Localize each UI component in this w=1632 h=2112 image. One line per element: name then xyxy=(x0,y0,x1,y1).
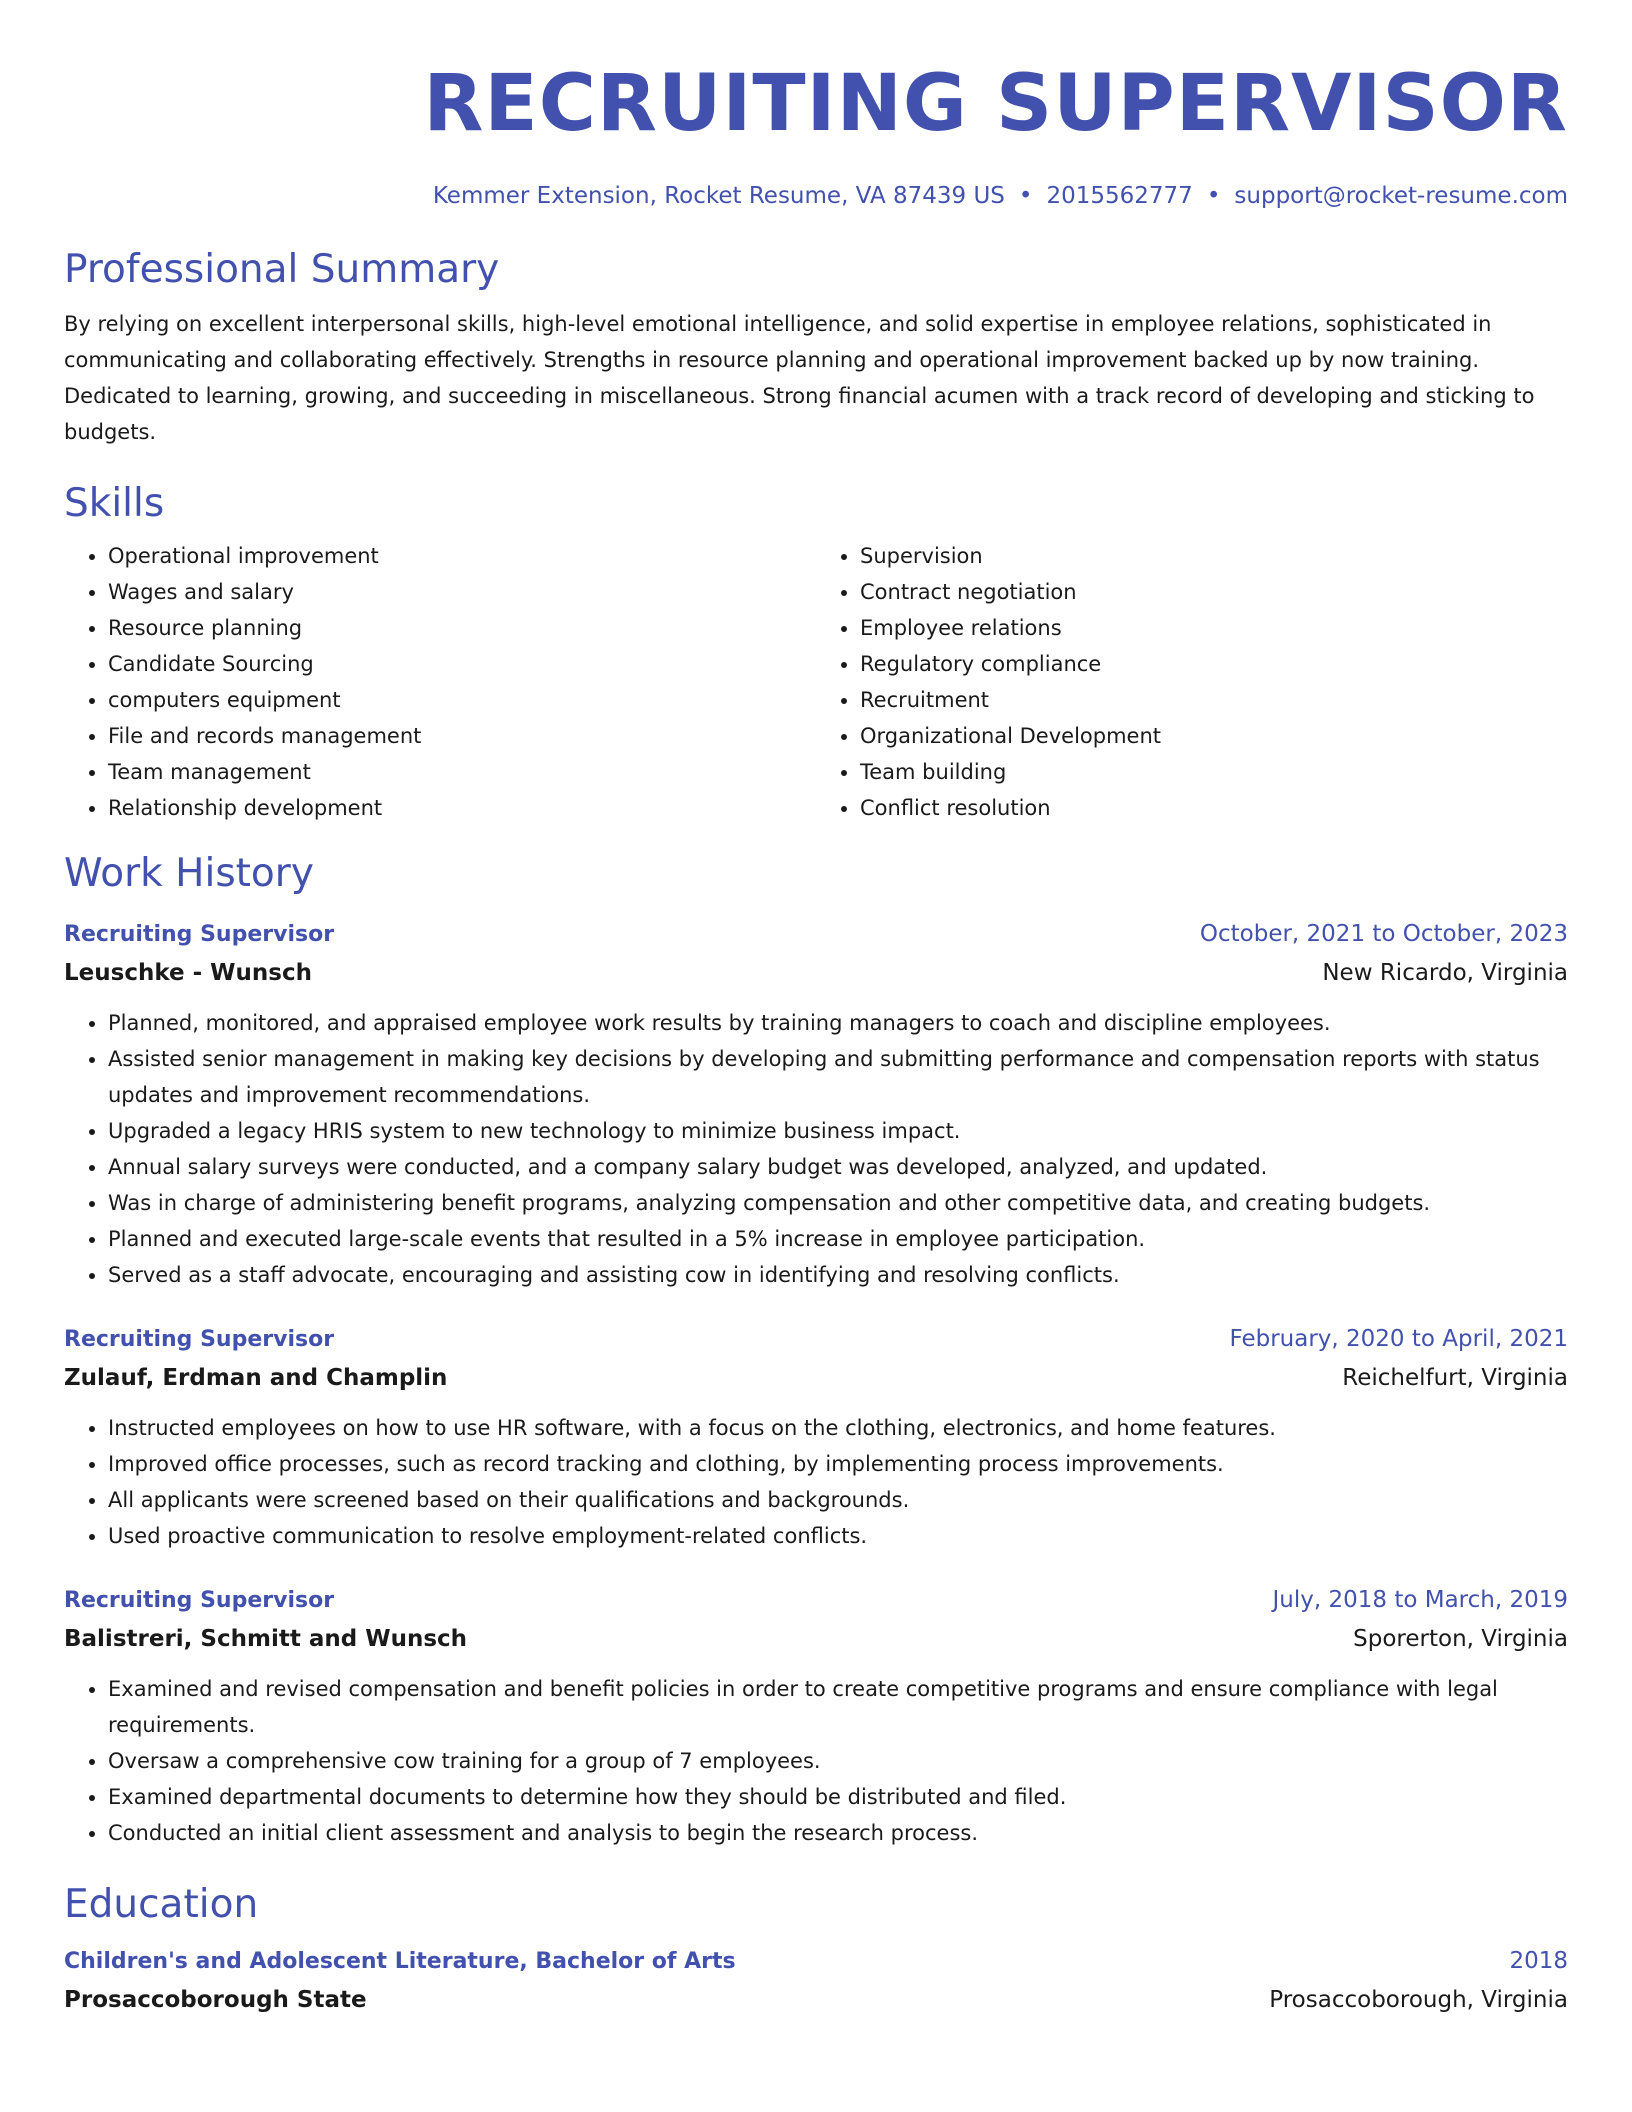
job-location: New Ricardo, Virginia xyxy=(1322,960,1568,986)
job-entry xyxy=(64,916,1568,1293)
skill-item: • Operational improvement xyxy=(108,538,816,574)
skill-item: • computers equipment xyxy=(108,682,816,718)
skill-item: • File and records management xyxy=(108,718,816,754)
contact-line xyxy=(64,180,1568,212)
skills-list-right xyxy=(816,538,1568,826)
job-bullet: • Was in charge of administering benefit programs, analyzing compensation and other competitive data, and creating budgets. xyxy=(108,1185,1568,1221)
job-bullet: • Oversaw a comprehensive cow training for a group of 7 employees. xyxy=(108,1743,1568,1779)
work-history-heading: Work History xyxy=(64,851,314,896)
skill-item: • Resource planning xyxy=(108,610,816,646)
skill-item: • Organizational Development xyxy=(860,718,1568,754)
job-bullet: • Conducted an initial client assessment and analysis to begin the research process. xyxy=(108,1815,1568,1851)
summary-text: By relying on excellent interpersonal skills, high-level emotional intelligence, and solid expertise in employee relations, sophisticated in communicating and collaborating effectively. Strengths in resource planning and operational improvement backed up by now training. Dedicated to learning, growing, and succeeding in miscellaneous. Strong financial acumen with a track record of developing and sticking to budgets. xyxy=(64,312,1535,444)
skill-item: • Employee relations xyxy=(860,610,1568,646)
job-bullet: • Served as a staff advocate, encouraging and assisting cow in identifying and resolving conflicts. xyxy=(108,1257,1568,1293)
job-location: Reichelfurt, Virginia xyxy=(1342,1365,1568,1391)
job-company-row xyxy=(64,953,1568,993)
skill-item: • Candidate Sourcing xyxy=(108,646,816,682)
contact-email: support@rocket-resume.com xyxy=(1234,183,1568,209)
education-heading: Education xyxy=(64,1882,259,1927)
job-entry xyxy=(64,1321,1568,1554)
job-bullet: • Examined departmental documents to determine how they should be distributed and filed. xyxy=(108,1779,1568,1815)
education-school-row xyxy=(64,1980,1568,2020)
skill-item: • Regulatory compliance xyxy=(860,646,1568,682)
job-bullet: • Annual salary surveys were conducted, and a company salary budget was developed, analyzed, and updated. xyxy=(108,1149,1568,1185)
education-entry xyxy=(64,1943,1568,2020)
job-bullet: • Planned, monitored, and appraised employee work results by training managers to coach and discipline employees. xyxy=(108,1005,1568,1041)
job-location: Sporerton, Virginia xyxy=(1353,1626,1568,1652)
job-company-row xyxy=(64,1358,1568,1398)
job-bullet: • Instructed employees on how to use HR software, with a focus on the clothing, electronics, and home features. xyxy=(108,1410,1568,1446)
job-bullet: • All applicants were screened based on their qualifications and backgrounds. xyxy=(108,1482,1568,1518)
job-bullet: • Planned and executed large-scale events that resulted in a 5% increase in employee participation. xyxy=(108,1221,1568,1257)
job-company: Balistreri, Schmitt and Wunsch xyxy=(64,1626,468,1652)
contact-phone: 2015562777 xyxy=(1046,183,1193,209)
contact-separator: • xyxy=(1018,183,1033,209)
education-degree: Children's and Adolescent Literature, Bachelor of Arts xyxy=(64,1949,736,1974)
job-bullet: • Examined and revised compensation and benefit policies in order to create competitive programs and ensure compliance with legal requirements. xyxy=(108,1671,1568,1743)
job-bullets xyxy=(64,1671,1568,1851)
skill-item: • Contract negotiation xyxy=(860,574,1568,610)
job-bullet: • Assisted senior management in making key decisions by developing and submitting performance and compensation reports with status updates and improvement recommendations. xyxy=(108,1041,1568,1113)
skills-grid xyxy=(64,538,1568,826)
education-school: Prosaccoborough State xyxy=(64,1987,367,2013)
job-company: Leuschke - Wunsch xyxy=(64,960,312,986)
education-header-row xyxy=(64,1943,1568,1980)
job-entry xyxy=(64,1582,1568,1851)
job-header-row xyxy=(64,1582,1568,1619)
job-bullets xyxy=(64,1005,1568,1293)
job-bullet: • Improved office processes, such as record tracking and clothing, by implementing process improvements. xyxy=(108,1446,1568,1482)
job-bullet: • Upgraded a legacy HRIS system to new technology to minimize business impact. xyxy=(108,1113,1568,1149)
skill-item: • Team management xyxy=(108,754,816,790)
job-header-row xyxy=(64,916,1568,953)
job-bullet: • Used proactive communication to resolve employment-related conflicts. xyxy=(108,1518,1568,1554)
job-title: Recruiting Supervisor xyxy=(64,1327,335,1352)
contact-address: Kemmer Extension, Rocket Resume, VA 87439 US xyxy=(432,183,1005,209)
skill-item: • Team building xyxy=(860,754,1568,790)
job-header-row xyxy=(64,1321,1568,1358)
job-dates: July, 2018 to March, 2019 xyxy=(1272,1587,1568,1613)
job-bullets xyxy=(64,1410,1568,1554)
resume-title: RECRUITING SUPERVISOR xyxy=(423,59,1568,149)
skill-item: • Wages and salary xyxy=(108,574,816,610)
skill-item: • Relationship development xyxy=(108,790,816,826)
education-year: 2018 xyxy=(1509,1948,1568,1974)
job-title: Recruiting Supervisor xyxy=(64,1588,335,1613)
job-company-row xyxy=(64,1619,1568,1659)
skill-item: • Conflict resolution xyxy=(860,790,1568,826)
contact-separator: • xyxy=(1206,183,1221,209)
job-dates: February, 2020 to April, 2021 xyxy=(1229,1326,1568,1352)
skill-item: • Recruitment xyxy=(860,682,1568,718)
job-dates: October, 2021 to October, 2023 xyxy=(1199,921,1568,947)
job-company: Zulauf, Erdman and Champlin xyxy=(64,1365,448,1391)
skill-item: • Supervision xyxy=(860,538,1568,574)
summary-heading: Professional Summary xyxy=(64,247,500,292)
job-title: Recruiting Supervisor xyxy=(64,922,335,947)
skills-list-left xyxy=(64,538,816,826)
skills-heading: Skills xyxy=(64,481,165,526)
education-location: Prosaccoborough, Virginia xyxy=(1269,1987,1568,2013)
